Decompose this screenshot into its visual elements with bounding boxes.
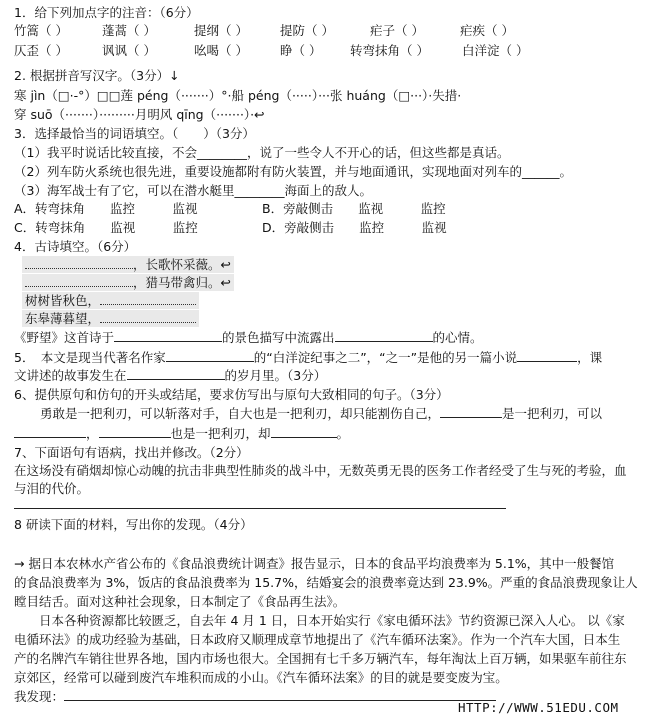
q2-line2: 穿 suō（·······）·········月明风 qīng（·······）·↩ <box>14 107 265 122</box>
q3-sentence-2: （2）列车防火系统也很先进，重要设施都附有防火装置，并与地面通讯，实现地面对列车的______。 <box>14 164 572 179</box>
poem-text: ，猎马带禽归。↩ <box>133 275 231 290</box>
blank <box>25 274 133 287</box>
q1-item: 提防（ ） <box>280 23 334 38</box>
answer-label: 我发现： <box>14 689 65 704</box>
q3-option-a: A．转弯抹角 监控 监视 <box>14 201 198 216</box>
q3-option-c: C．转弯抹角 监视 监控 <box>14 220 198 235</box>
q1-item: 疟疾（ ） <box>460 23 514 38</box>
blank <box>14 425 86 438</box>
q1-item: 疟子（ ） <box>370 23 424 38</box>
q3-option-b: B．旁敲侧击 监视 监控 <box>262 201 446 216</box>
blank <box>114 329 222 342</box>
blank <box>271 425 337 438</box>
text: 勇敢是一把利刃，可以斩落对手，自大也是一把利刃，却只能割伤自己， <box>40 406 441 421</box>
q6-title: 6、提供原句和仿句的开头或结尾，要求仿写出与原句大致相同的句子。（3分） <box>14 387 449 402</box>
q4-summary <box>14 329 483 346</box>
text: 《野望》这首诗于 <box>14 330 115 345</box>
q3-option-d: D．旁敲侧击 监控 监视 <box>262 220 447 235</box>
poem-text: 东皋薄暮望， <box>25 311 101 326</box>
q4-poem-line-4 <box>22 310 199 327</box>
q8-title: 8 研读下面的材料，写出你的发现。（4分） <box>14 517 253 532</box>
text: 的心情。 <box>432 330 483 345</box>
q1-row2 <box>14 42 528 59</box>
blank <box>335 329 433 342</box>
text: 也是一把利刃，却 <box>170 426 271 441</box>
blank <box>25 256 133 269</box>
q1-item: 白洋淀（ ） <box>462 43 529 58</box>
text: 文讲述的故事发生在 <box>14 368 127 383</box>
q8-para-line-1: → 据日本农林水产省公布的《食品浪费统计调查》报告显示，日本的食品平均浪费率为 5.1%，其中一般餐馆 <box>14 556 615 571</box>
text: 的岁月里。（3分） <box>224 368 327 383</box>
q3-title: 3．选择最恰当的词语填空。（ ）（3分） <box>14 126 255 141</box>
q7-line-2: 与泪的代价。 <box>14 481 90 496</box>
q1-title: 1．给下列加点字的注音：（6分） <box>14 5 199 20</box>
q3-sentence-3: （3）海军战士有了它，可以在潜水艇里________海面上的敌人。 <box>14 183 372 198</box>
q6-line-2 <box>14 425 349 442</box>
q1-item: 提纲（ ） <box>194 23 248 38</box>
q1-row1 <box>14 22 514 39</box>
blank <box>517 349 577 362</box>
poem-text: 树树皆秋色， <box>25 293 101 308</box>
q1-item: 竹篙（ ） <box>14 23 68 38</box>
answer-blank[interactable] <box>64 688 496 701</box>
text: 的“白洋淀纪事之二”，“之一”是他的另一篇小说 <box>253 350 518 365</box>
q1-item: 转弯抹角（ ） <box>350 43 429 58</box>
text: 是一把利刃，可以 <box>502 406 603 421</box>
q8-para-line-5: 电循环法》的成功经验为基础，日本政府又顺理成章节地提出了《汽车循环法案》。作为一个汽车大国，日本生 <box>14 632 621 647</box>
blank <box>100 292 196 305</box>
text: 5． 本文是现当代著名作家 <box>14 350 166 365</box>
q2-title: 2. 根据拼音写汉字。（3分）↓ <box>14 68 180 83</box>
blank <box>99 425 171 438</box>
q7-line-1: 在这场没有硝烟却惊心动魄的抗击非典型性肺炎的战斗中，无数英勇无畏的医务工作者经受了生与死的考验，血 <box>14 463 627 478</box>
q3-sentence-1: （1）我平时说话比较直接，不会________，说了一些令人不开心的话，但这些都是真话。 <box>14 145 510 160</box>
q8-para-line-2: 的食品浪费率为 3%，饭店的食品浪费率为 15.7%，结婚宴会的浪费率竟达到 23.9%。严重的食品浪费现象让人 <box>14 575 638 590</box>
blank <box>100 310 196 323</box>
q4-poem-line-2 <box>22 274 234 291</box>
blank <box>166 349 254 362</box>
q4-title: 4．古诗填空。（6分） <box>14 239 137 254</box>
q8-para-line-4: 日本各种资源都比较匮乏，自去年 4 月 1 日，日本开始实行《家电循环法》节约资源已深入人心。 以《家 <box>14 613 625 628</box>
blank <box>440 405 502 418</box>
q1-item: 仄歪（ ） <box>14 43 68 58</box>
text: ，课 <box>577 350 603 365</box>
q4-poem-line-1 <box>22 256 234 273</box>
q4-poem-line-3 <box>22 292 199 309</box>
q1-item: 讽讽（ ） <box>102 43 156 58</box>
answer-line <box>14 508 506 509</box>
q1-item: 睁（ ） <box>280 43 322 58</box>
blank <box>127 367 225 380</box>
q8-para-line-6: 产的名牌汽车销往世界各地，国内市场也很大。全国拥有七千多万辆汽车，每年淘汰上百万辆，如果驱车前往东 <box>14 651 627 666</box>
q5-line-1 <box>14 349 602 366</box>
q8-answer <box>14 688 496 705</box>
q1-item: 蓬蒿（ ） <box>102 23 156 38</box>
q7-title: 7、下面语句有语病，找出并修改。（2分） <box>14 445 249 460</box>
text: 。 <box>336 426 350 441</box>
site-watermark: HTTP://WWW.51EDU.COM <box>458 700 619 715</box>
q2-line1: 寒 jìn（□·-°）□□莲 péng（·······）°·船 péng（·····）···张 huáng（□···）·失措· <box>14 88 462 103</box>
q5-line-2 <box>14 367 326 384</box>
q6-line-1 <box>40 405 602 422</box>
text: ， <box>86 426 99 441</box>
text: 的景色描写中流露出 <box>222 330 335 345</box>
q8-para-line-3: 瞠目结舌。面对这种社会现象，日本制定了《食品再生法》。 <box>14 594 346 609</box>
poem-text: ，长歌怀采薇。↩ <box>133 257 231 272</box>
q1-item: 吆喝（ ） <box>194 43 248 58</box>
q8-para-line-7: 京郊区，经常可以碰到废汽车堆积而成的小山。《汽车循环法案》的目的就是要变废为宝。 <box>14 670 508 685</box>
